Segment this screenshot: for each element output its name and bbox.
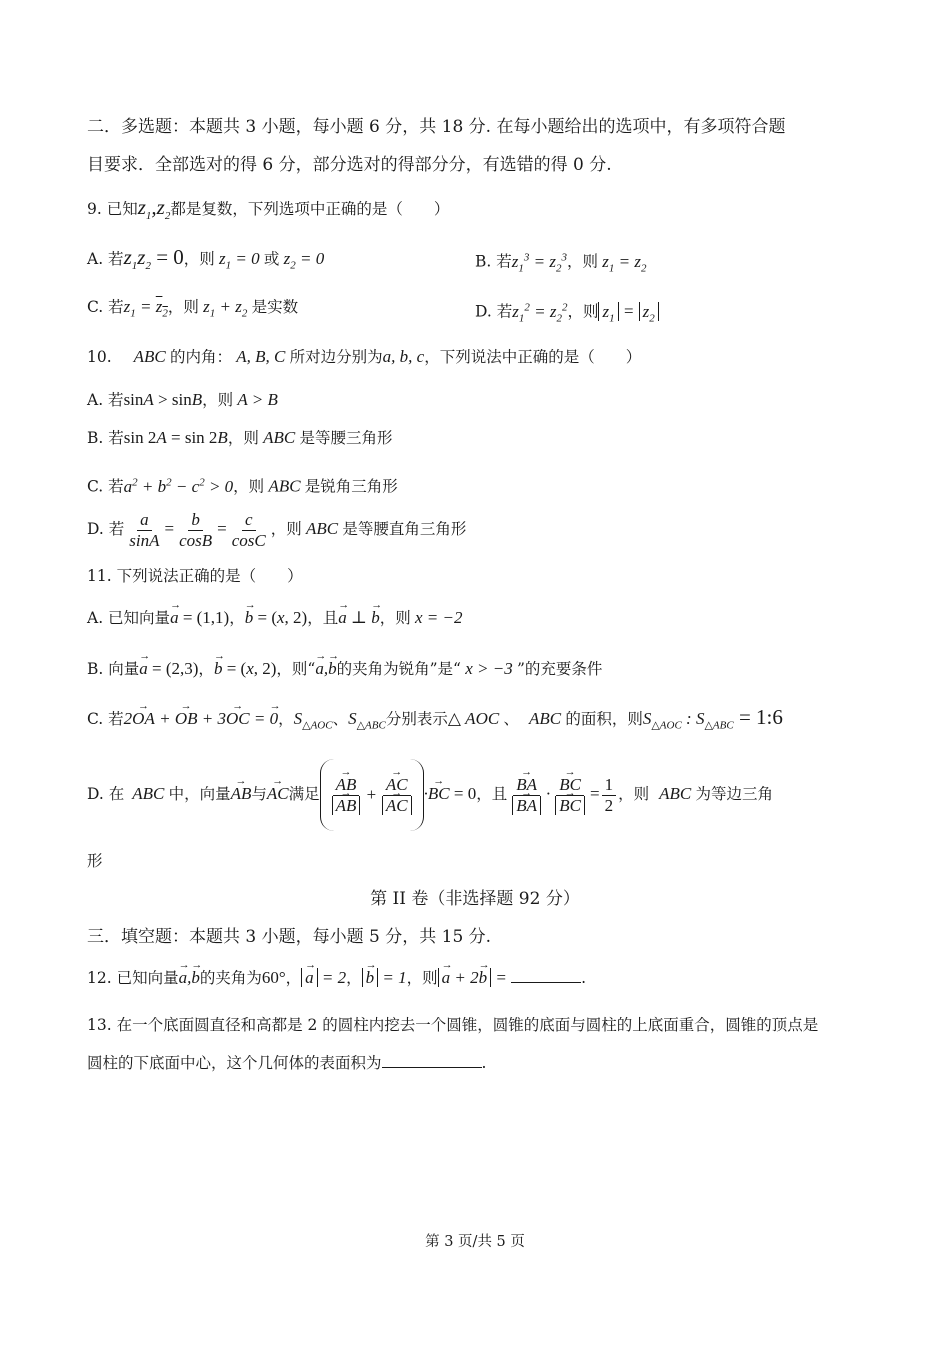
- q13-answer-blank[interactable]: [382, 1067, 482, 1068]
- q10-option-c: C. 若$a^2 + b^2 - c^2 > 0$，则 ABC 是锐角三角形: [87, 476, 398, 496]
- section3-title: 三．填空题：本题共 3 小题，每小题 5 分，共 15 分.: [87, 927, 492, 947]
- section2-line1: 二．多选题：本题共 3 小题，每小题 6 分，共 18 分. 在每小题给出的选项中，有多项符合题: [87, 117, 786, 137]
- q11-option-d: D. 在 ABC 中，向量→ AB与→ AC满足 → AB → AB + → AC → AC ·→ BC = 0，且 → BA → BA · → BC → BC = $\frac{1}{2}$ ，则 ABC 为等边三角: [87, 756, 773, 832]
- q9-option-b: B. 若$z_1^3 = z_2^3$，则 $z_1 = z_2$: [475, 251, 647, 275]
- q12-answer-blank[interactable]: [511, 982, 581, 983]
- q10-option-d: D. 若 $\frac{a}{\sin A}$ = $\frac{b}{\cos B}$ = $\frac{c}{\cos C}$ ，则 ABC 是等腰直角三角形: [87, 509, 467, 550]
- q9-option-c: C. 若$z_1 = z_2$，则 $z_1 + z_2$ 是实数: [87, 297, 299, 320]
- section2-line2: 目要求．全部选对的得 6 分，部分选对的得部分分，有选错的得 0 分.: [87, 155, 612, 175]
- q11-option-d-continued: 形: [87, 852, 103, 870]
- q10-stem: 10. ABC 的内角： A, B, C 所对边分别为a, b, c，下列说法中正确的是（ ）: [87, 347, 642, 366]
- part2-title: 第 II 卷（非选择题 92 分）: [370, 889, 580, 909]
- q13-line1: 13. 在一个底面圆直径和高都是 2 的圆柱内挖去一个圆锥，圆锥的底面与圆柱的上底面重合，圆锥的顶点是: [87, 1016, 819, 1034]
- q9-stem-tail: 都是复数，下列选项中正确的是（ ）: [170, 200, 450, 218]
- q11-option-b: B. 向量→ a = (2,3)，→ b = (x, 2)，则“→ a,→ b的夹角为锐角”是“ x > −3 ”的充要条件: [87, 658, 602, 680]
- q9-option-a: A. 若$z_1z_2 = 0$，则 $z_1 = 0$ 或 $z_2 = 0$: [87, 245, 325, 273]
- page-footer: 第 3 页/共 5 页: [425, 1234, 525, 1250]
- q9-z1z2: $z_1,z_2$: [137, 195, 171, 223]
- q12: 12. 已知向量→ a,→ b的夹角为60°，→ a = 2，→ b = 1，则→ a + 2→ b = .: [87, 967, 586, 989]
- q11-stem: 11. 下列说法正确的是（ ）: [87, 567, 303, 585]
- q9-option-d: D. 若$z_1^2 = z_2^2$，则 $z_1 = z_2$: [475, 296, 659, 329]
- q9-number: 9. 已知: [87, 200, 138, 218]
- q10-option-b: B. 若sin 2A = sin 2B，则 ABC 是等腰三角形: [87, 428, 393, 447]
- q11-option-a: A. 已知向量→ a = (1,1)，→ b = (x, 2)，且→ a ⊥ → b，则 x = −2: [87, 607, 463, 629]
- q9-stem: [87, 196, 449, 227]
- q10-option-a: A. 若sinA > sinB，则 A > B: [87, 390, 278, 409]
- q13-line2: 圆柱的下底面中心，这个几何体的表面积为 .: [87, 1054, 487, 1072]
- q11-option-c: C. 若2→ OA + → OB + 3→ OC = → 0，$S_{\triangle AOC}$、$S_{\triangle ABC}$分别表示△ AOC 、 ABC 的面积，则$S_{\triangle AOC}$ : $S_{\triangle ABC}$ = 1:6: [87, 706, 783, 736]
